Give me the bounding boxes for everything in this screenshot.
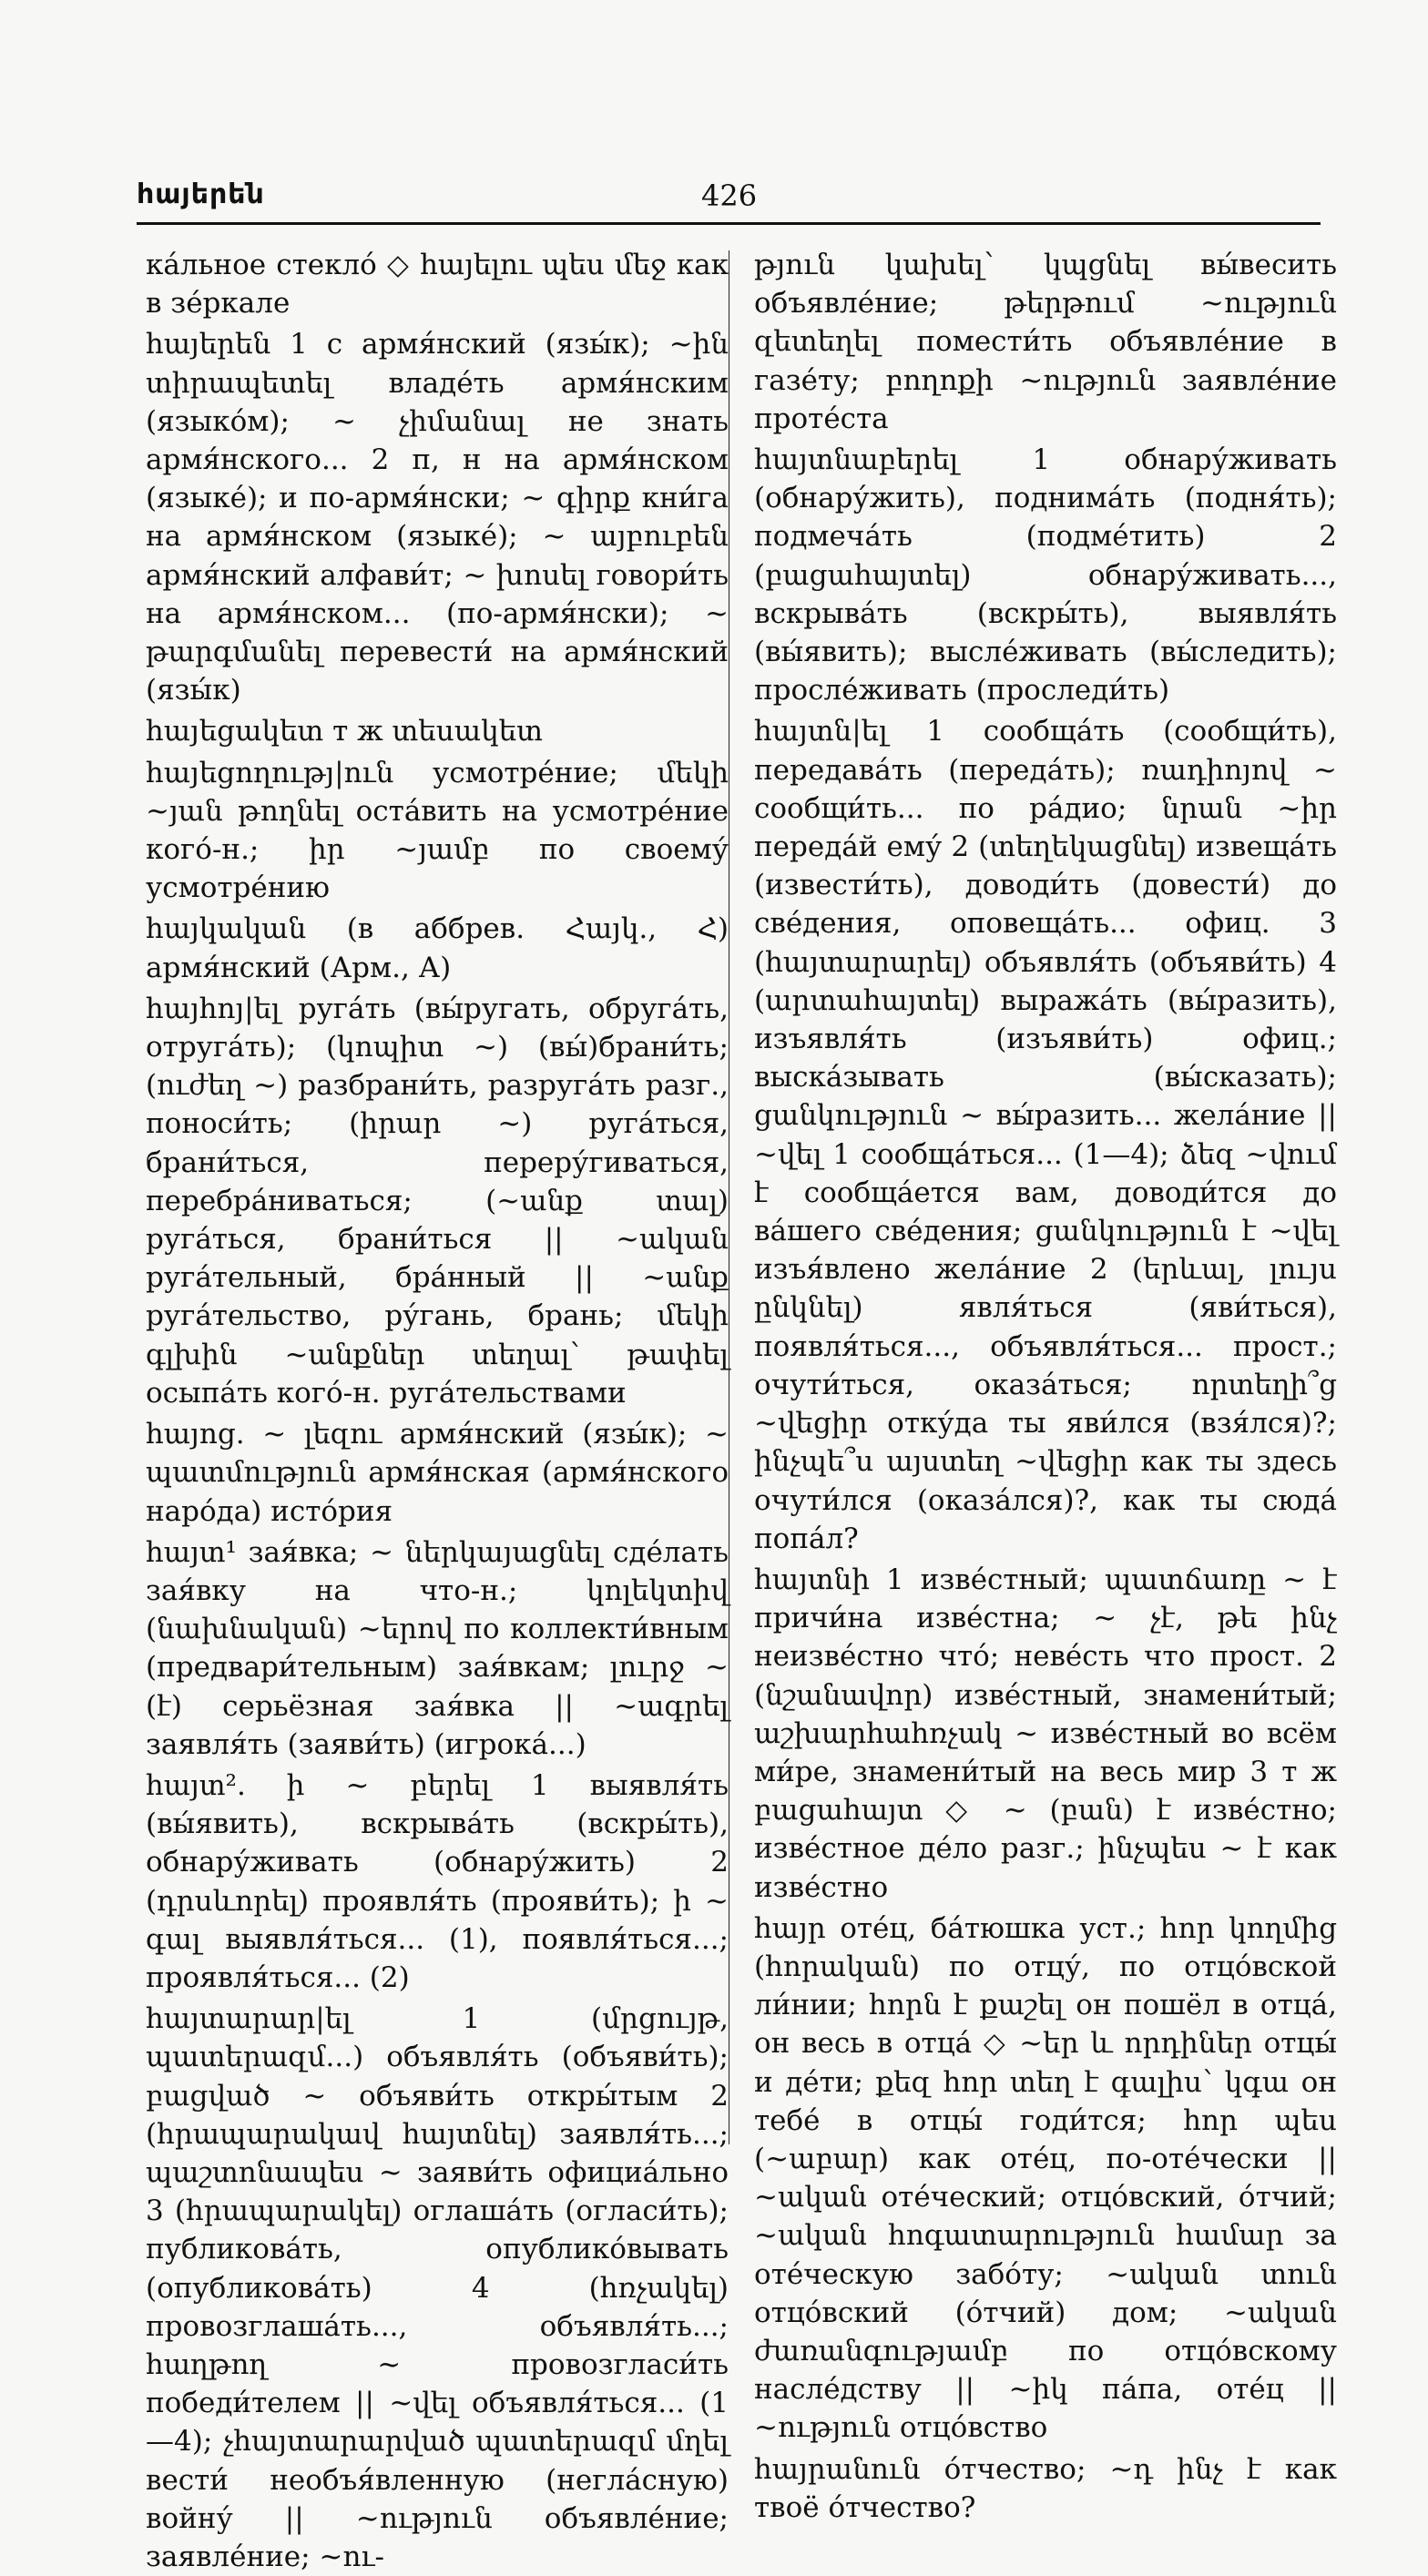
entry: հայտ². ի ~ բերել 1 выявля́ть (вы́явить), вскрыва́ть (вскры́ть), обнару́живать (обнару́жить) 2 (դրսևորել) проявля́ть (прояви́ть); ի ~ գալ выявля́ться... (1), появля́ться...; проявля́ться... (2) (146, 1768, 729, 1994)
running-head: հայերեն (137, 178, 265, 210)
entry: հայեցողությ|ուն усмотре́ние; մեկի ~յան թողնել оста́вить на усмотре́ние кого́-н.; իր ~յամբ по своему́ усмотре́нию (146, 756, 729, 905)
entry: հայոց. ~ լեզու армя́нский (язы́к); ~ պատմություն армя́нская (армя́нского наро́да) исто́рия (146, 1418, 729, 1528)
entry: кáльное стекло́ ◇ ​հայելու պես մեջ как в зе́ркале (146, 249, 729, 321)
left-column (146, 246, 729, 2573)
right-column (754, 246, 1337, 2524)
entry: հայտն|ել 1 сообща́ть (сообщи́ть), передава́ть (переда́ть); ռադիոյով ~ сообщи́ть... по ра́дио; նրան ~իր переда́й ему́ 2 (տեղեկացնել) извеща́ть (извести́ть), доводи́ть (довести́) до све́дения, оповеща́ть... офиц. 3 (հայտարարել) объявля́ть (объяви́ть) 4 (արտահայտել) выража́ть (вы́разить), изъявля́ть (изъяви́ть) офиц.; выска́зывать (вы́сказать); ցանկություն ~ вы́разить... жела́ние || ~վել 1 сообща́ться... (1—4); ձեզ ~վում է сообща́ется вам, доводи́тся до ва́шего све́дения; ցանկություն է ~վել изъя́влено жела́ние 2 (երևալ, լույս ընկնել) явля́ться (яви́ться), появля́ться..., объявля́ться... прост.; очути́ться, оказа́ться; որտեղի՞ց ~վեցիր отку́да ты яви́лся (взя́лся)?; ինչպե՞ս այստեղ ~վեցիր как ты здесь очути́лся (оказа́лся)?, как ты сюда́ попа́л? (754, 715, 1337, 1555)
entry: հայերեն 1 с армя́нский (язы́к); ~ին տիրապետել владе́ть армя́нским (языко́м); ~ չիմանալ не знать армя́нского... 2 п, н на армя́нском (языке́); и по-армя́нски; ~ գիրք кни́га на армя́нском (языке́); ~ այբուբեն армя́нский алфави́т; ~ խոսել говори́ть на армя́нском... (по-армя́нски); ~ թարգմանել перевести́ на армя́нский (язы́к) (146, 328, 729, 708)
entry: հայտնի 1 изве́стный; պատճառը ~ է причи́на изве́стна; ~ չէ, թե ինչ неизве́стно что́; неве́сть что прост. 2 (նշանավոր) изве́стный, знамени́тый; աշխարհահռչակ ~ изве́стный во всём ми́ре, знамени́тый на весь мир 3 т ж բացահայտ ◇ ~ (բան) է изве́стно; изве́стное де́ло разг.; ինչպես ~ է как изве́стно (754, 1563, 1337, 1904)
entry: հայտնաբերել 1 обнару́живать (обнару́жить), поднима́ть (подня́ть); подмеча́ть (подме́тить) 2 (բացահայտել) обнару́живать..., вскрыва́ть (вскры́ть), выявля́ть (вы́явить); высле́живать (вы́следить); просле́живать (проследи́ть) (754, 443, 1337, 708)
entry: հայր оте́ц, ба́тюшка уст.; հոր կողմից (հորական) по отцу́, по отцо́вской ли́нии; հորն է քաշել он пошёл в отца́, он весь в отца́ ◇ ~եր և որդիներ отцы́ и де́ти; քեզ հոր տեղ է գալիս՝ կգա он тебе́ в отцы́ годи́тся; հոր պես (~աբար) как оте́ц, по-оте́чески || ~ական оте́ческий; отцо́вский, о́тчий; ~ական հոգատարություն համար за оте́ческую забо́ту; ~ական տուն отцо́вский (о́тчий) дом; ~ական ժառանգությամբ по отцо́вскому насле́дству || ~իկ па́па, оте́ц || ~ություն отцо́вство (754, 1911, 1337, 2445)
entry: հայեցակետ т ж տեսակետ (146, 715, 543, 748)
entry: հայհոյ|ել руга́ть (вы́ругать, обруга́ть, отруга́ть); (կոպիտ ~) (вы́)брани́ть; (ուժեղ ~) разбрани́ть, разруга́ть разг., поноси́ть; (իրար ~) руга́ться, брани́ться, переру́гиваться, перебра́ниваться; (~անք տալ) руга́ться, брани́ться || ~ական руга́тельный, бра́нный || ~անք руга́тельство, ру́гань, брань; մեկի գլխին ~անքներ տեղալ՝ թափել осыпа́ть кого́-н. руга́тельствами (146, 992, 729, 1410)
entry: հայրանուն о́тчество; ~դ ինչ է как твоё о́тчество? (754, 2452, 1337, 2524)
entry: հայտ¹ зая́вка; ~ ներկայացնել сде́лать зая́вку на что-н.; կոլեկտիվ (նախնական) ~երով по коллекти́вным (предвари́тельным) зая́вкам; լուրջ ~ (է) серьёзная зая́вка || ~ագրել заявля́ть (заяви́ть) (игрока́...) (146, 1535, 729, 1761)
header-rule (137, 222, 1321, 225)
entry: հայտարար|ել 1 (մրցույթ, պատերազմ...) объявля́ть (объяви́ть); բացված ~ объяви́ть откры́тым 2 (հրապարակավ հայտնել) заявля́ть...; պաշտոնապես ~ заяви́ть официа́льно 3 (հրապարակել) оглаша́ть (огласи́ть); публикова́ть, опублико́вывать (опубликова́ть) 4 (հռչակել) провозглаша́ть..., объявля́ть...; հաղթող ~ провозгласи́ть победи́телем || ~վել объявля́ться... (1—4); չհայտարարված պատերազմ մղել вести́ необъя́вленную (негла́сную) войну́ || ~ություն объявле́ние; заявле́ние; ~ու- (146, 2002, 729, 2573)
page-number: 426 (701, 178, 758, 213)
entry: հայկական (в аббрев. Հայկ., Հ) армя́нский (Арм., А) (146, 912, 729, 984)
entry: թյուն կախել՝ կպցնել вы́весить объявле́ние; թերթում ~ություն զետեղել помести́ть объявле́ние в газе́ту; բողոքի ~ություն заявле́ние проте́ста (754, 249, 1337, 435)
